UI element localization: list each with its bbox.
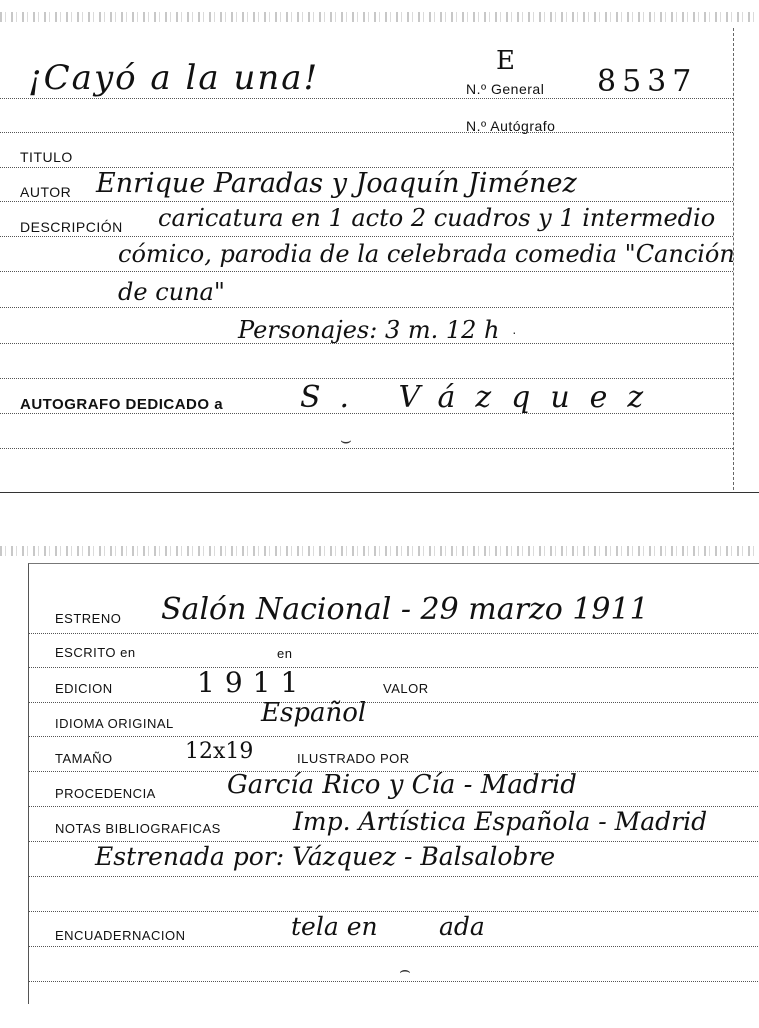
tamano-label: TAMAÑO (55, 751, 113, 766)
rule (29, 667, 759, 668)
notas-label: NOTAS BIBLIOGRAFICAS (55, 821, 221, 836)
estreno-label: ESTRENO (55, 611, 122, 626)
valor-label: VALOR (383, 681, 429, 696)
rule (29, 633, 759, 634)
dot-mark: · (512, 324, 517, 340)
encuadernacion-label: ENCUADERNACION (55, 928, 186, 943)
ilustrado-label: ILUSTRADO POR (297, 751, 410, 766)
rule (0, 132, 733, 133)
n-autografo-label: N.º Autógrafo (466, 118, 556, 134)
estreno-value: Salón Nacional - 29 marzo 1911 (161, 592, 649, 627)
n-general-value: 8537 (597, 64, 698, 99)
rule (0, 378, 733, 379)
play-title-handwritten: ¡Cayó a la una! (28, 58, 320, 98)
card-divider (0, 492, 759, 493)
idioma-value: Español (261, 698, 367, 728)
edicion-value: 1911 (197, 666, 309, 699)
notas-line-1: Imp. Artística Española - Madrid (293, 807, 708, 836)
tamano-value: 12x19 (185, 739, 254, 764)
escrito-en-label: en (277, 646, 293, 661)
descripcion-line-3: de cuna" (118, 278, 225, 306)
scan-edge-middle (0, 546, 759, 556)
personajes-note: Personajes: 3 m. 12 h (238, 316, 500, 344)
rule (0, 307, 733, 308)
procedencia-value: García Rico y Cía - Madrid (227, 770, 577, 800)
idioma-label: IDIOMA ORIGINAL (55, 716, 174, 731)
descripcion-label: DESCRIPCIÓN (20, 219, 123, 235)
n-general-label: N.º General (466, 81, 545, 97)
autografo-dedicado-value: S. Vázquez (300, 380, 664, 415)
escrito-label: ESCRITO en (55, 645, 136, 660)
letter-mark-handwritten: E (496, 46, 515, 76)
rule (29, 981, 759, 982)
rule (29, 946, 759, 947)
rule (0, 236, 733, 237)
encuadernacion-value-2: ada (439, 912, 485, 941)
rule (29, 876, 759, 877)
rule (0, 271, 733, 272)
rule (0, 201, 733, 202)
autografo-dedicado-label: AUTOGRAFO DEDICADO a (20, 396, 224, 413)
notas-line-2: Estrenada por: Vázquez - Balsalobre (95, 842, 556, 871)
rule (0, 448, 733, 449)
titulo-label: TITULO (20, 149, 73, 165)
rule (29, 702, 759, 703)
edicion-label: EDICION (55, 681, 113, 696)
squiggle-mark: ⌢ (399, 960, 411, 980)
descripcion-line-2: cómico, parodia de la celebrada comedia "Canción (118, 240, 735, 268)
descripcion-line-1: caricatura en 1 acto 2 cuadros y 1 intermedio (158, 204, 716, 232)
procedencia-label: PROCEDENCIA (55, 786, 156, 801)
squiggle-mark: ⌣ (340, 430, 352, 450)
autor-value: Enrique Paradas y Joaquín Jiménez (96, 168, 577, 199)
autor-label: AUTOR (20, 184, 72, 200)
scan-edge-top (0, 12, 759, 22)
catalog-card-front (0, 28, 734, 490)
encuadernacion-value: tela en (291, 912, 378, 941)
rule (29, 911, 759, 912)
rule (29, 736, 759, 737)
catalog-card-back (28, 563, 759, 1004)
